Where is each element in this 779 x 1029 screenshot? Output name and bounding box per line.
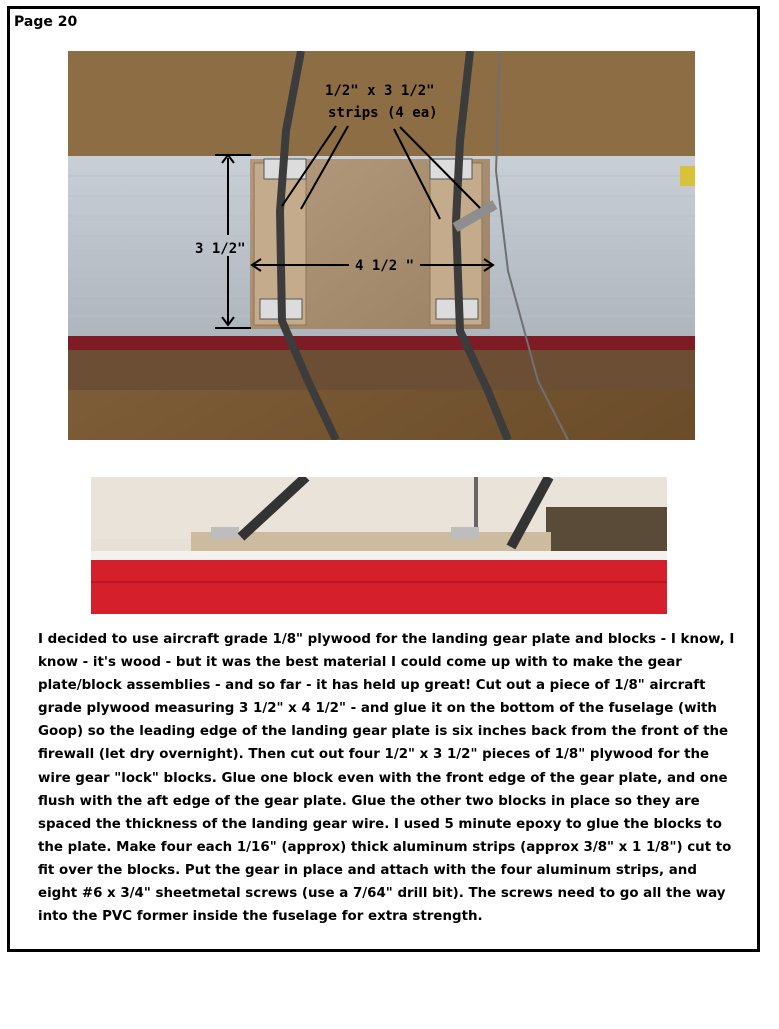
side-view-photo [91, 477, 667, 614]
strips-callout-line1: 1/2" x 3 1/2" [325, 83, 435, 99]
width-dimension-label: 4 1/2 " [355, 258, 415, 274]
side-view-photo-image [91, 477, 667, 614]
strips-callout-line2: strips (4 ea) [328, 105, 438, 121]
page-number: Page 20 [14, 14, 78, 30]
instructions-paragraph: I decided to use aircraft grade 1/8" plywood for the landing gear plate and blocks - I know, I know - it's wood - but it was the best material I could come up with to make the gear plate/block assemblies - and so far - it has held up great! Cut out a piece of 1/8" aircraft grade plywood measuring 3 1/2" x 4 1/2" - and glue it on the bottom of the fuselage (with Goop) so the leading edge of the landing gear plate is six inches back from the front of the firewall (let dry overnight). Then cut out four 1/2" x 3 1/2" pieces of 1/8" plywood for the wire gear "lock" blocks. Glue one block even with the front edge of the gear plate, and one flush with the aft edge of the gear plate. Glue the other two blocks in place so they are spaced the thickness of the landing gear wire. I used 5 minute epoxy to glue the blocks to the plate. Make four each 1/16" (approx) thick aluminum strips (approx 3/8" x 1 1/8") cut to fit over the blocks. Put the gear in place and attach with the four aluminum strips, and eight #6 x 3/4" sheetmetal screws (use a 7/64" drill bit). The screws need to go all the way into the PVC former inside the fuselage for extra strength. [38, 632, 735, 925]
height-dimension-label: 3 1/2" [195, 241, 246, 257]
gear-plate-photo-image [68, 51, 695, 440]
gear-plate-photo [68, 51, 695, 440]
